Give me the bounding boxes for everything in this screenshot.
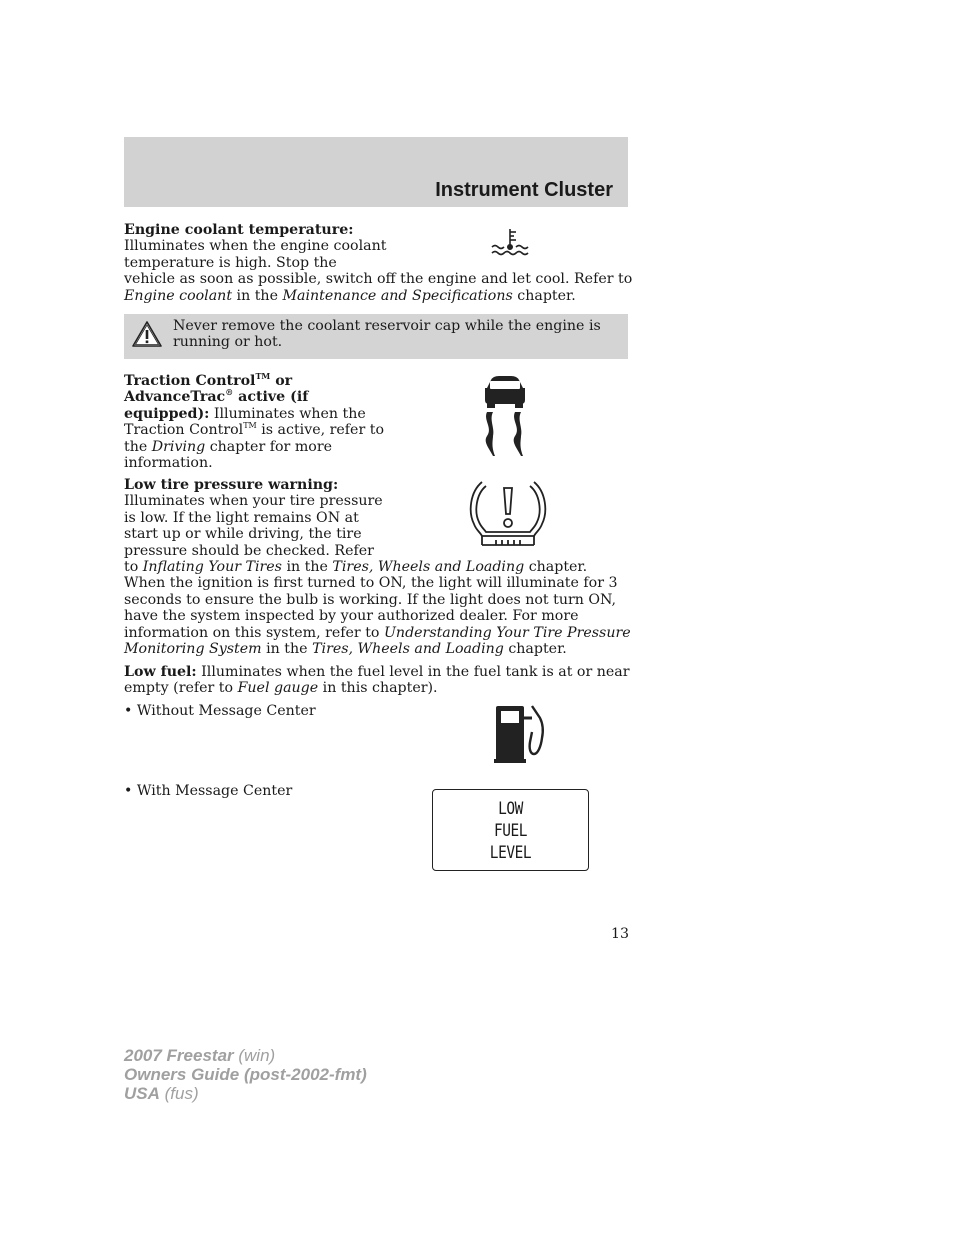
- tire-line: [124, 625, 631, 641]
- bullet-with-message-center: • With Message Center: [124, 783, 293, 799]
- maintenance-ref: Maintenance and Specifications: [282, 287, 513, 304]
- tire-line: is low. If the light remains ON at: [124, 509, 359, 526]
- fuel-text: empty (refer to: [124, 680, 238, 697]
- fuel-pump-icon: [494, 704, 546, 764]
- coolant-section: [124, 222, 632, 304]
- registered-mark: ®: [225, 387, 234, 398]
- fuel-section: [124, 664, 630, 697]
- coolant-line: temperature is high. Stop the: [124, 254, 337, 271]
- footer: [124, 1046, 367, 1103]
- tire-line: [124, 641, 631, 657]
- warning-triangle-icon: [131, 320, 163, 348]
- coolant-temperature-icon: [489, 227, 531, 261]
- tire-text: chapter.: [524, 559, 588, 576]
- tire-heading: Low tire pressure warning:: [124, 477, 339, 493]
- coolant-ref-line: [124, 288, 632, 304]
- footer-code: (fus): [159, 1084, 199, 1103]
- tire-line: seconds to ensure the bulb is working. If the light does not turn ON,: [124, 591, 617, 608]
- trademark-mark: TM: [243, 421, 257, 431]
- tires-chapter-ref: Tires, Wheels and Loading: [312, 641, 504, 658]
- footer-code: (win): [233, 1046, 276, 1065]
- page-number: 13: [611, 926, 630, 942]
- fuel-gauge-ref: Fuel gauge: [237, 680, 319, 697]
- traction-heading-text: equipped):: [124, 405, 210, 422]
- traction-text: chapter for more: [205, 438, 332, 455]
- tire-pressure-icon: [468, 478, 548, 550]
- section-title: Instrument Cluster: [435, 179, 613, 201]
- coolant-line: vehicle as soon as possible, switch off the engine and let cool. Refer to: [124, 271, 633, 288]
- traction-heading-text: or: [270, 373, 293, 389]
- fuel-text: Illuminates when the fuel level in the fuel tank is at or near: [196, 664, 630, 680]
- warning-text: Never remove the coolant reservoir cap while the engine is running or hot.: [173, 318, 601, 351]
- tire-line: start up or while driving, the tire: [124, 526, 362, 543]
- tires-chapter-ref: Tires, Wheels and Loading: [332, 559, 525, 576]
- tire-line: have the system inspected by your authorized dealer. For more: [124, 608, 579, 625]
- tire-line: Illuminates when your tire pressure: [124, 493, 383, 510]
- fuel-text: in this chapter).: [318, 680, 438, 697]
- trademark-mark: TM: [255, 371, 271, 381]
- message-line: FUEL: [493, 821, 528, 841]
- inflating-ref: Inflating Your Tires: [142, 559, 282, 576]
- driving-ref: Driving: [151, 438, 206, 455]
- footer-model: 2007 Freestar: [124, 1046, 234, 1065]
- message-center-display: [432, 789, 589, 871]
- traction-text: Illuminates when the: [209, 405, 366, 422]
- bullet-without-message-center: • Without Message Center: [124, 703, 316, 719]
- traction-heading: [124, 373, 292, 389]
- tire-line: [124, 559, 631, 575]
- tire-line: pressure should be checked. Refer: [124, 542, 374, 559]
- tire-text: information on this system, refer to: [124, 624, 384, 641]
- footer-guide: Owners Guide (post-2002-fmt): [124, 1065, 367, 1084]
- coolant-ref: Engine coolant: [124, 287, 233, 304]
- coolant-heading: Engine coolant temperature:: [124, 222, 354, 238]
- tire-text: to: [124, 559, 143, 576]
- traction-heading-text: Traction Control: [124, 373, 256, 389]
- tire-text: in the: [281, 559, 333, 576]
- traction-heading-text: active (if: [233, 389, 309, 406]
- message-line: LOW: [498, 799, 523, 819]
- tire-line: When the ignition is first turned to ON, the light will illuminate for 3: [124, 575, 618, 592]
- traction-control-icon: [481, 374, 529, 458]
- traction-text: information.: [124, 455, 213, 472]
- traction-section: [124, 373, 384, 471]
- tpms-ref: Monitoring System: [124, 641, 262, 658]
- tire-text: chapter.: [503, 641, 567, 658]
- coolant-line: Illuminates when the engine coolant: [124, 238, 387, 255]
- coolant-text: chapter.: [512, 287, 576, 304]
- footer-region: USA: [124, 1084, 160, 1103]
- fuel-heading: Low fuel:: [124, 664, 197, 680]
- traction-text: is active, refer to: [256, 422, 384, 439]
- warning-box: [124, 314, 628, 359]
- section-header: [124, 137, 628, 207]
- traction-heading-text: AdvanceTrac: [124, 389, 226, 406]
- advancetrac-heading: [124, 389, 308, 405]
- tpms-ref: Understanding Your Tire Pressure: [383, 624, 631, 641]
- tire-section: [124, 477, 631, 657]
- message-line: LEVEL: [489, 843, 532, 863]
- coolant-text: in the: [232, 287, 283, 304]
- traction-text: Traction Control: [124, 422, 244, 439]
- tire-text: in the: [261, 641, 313, 658]
- traction-text: the: [124, 438, 152, 455]
